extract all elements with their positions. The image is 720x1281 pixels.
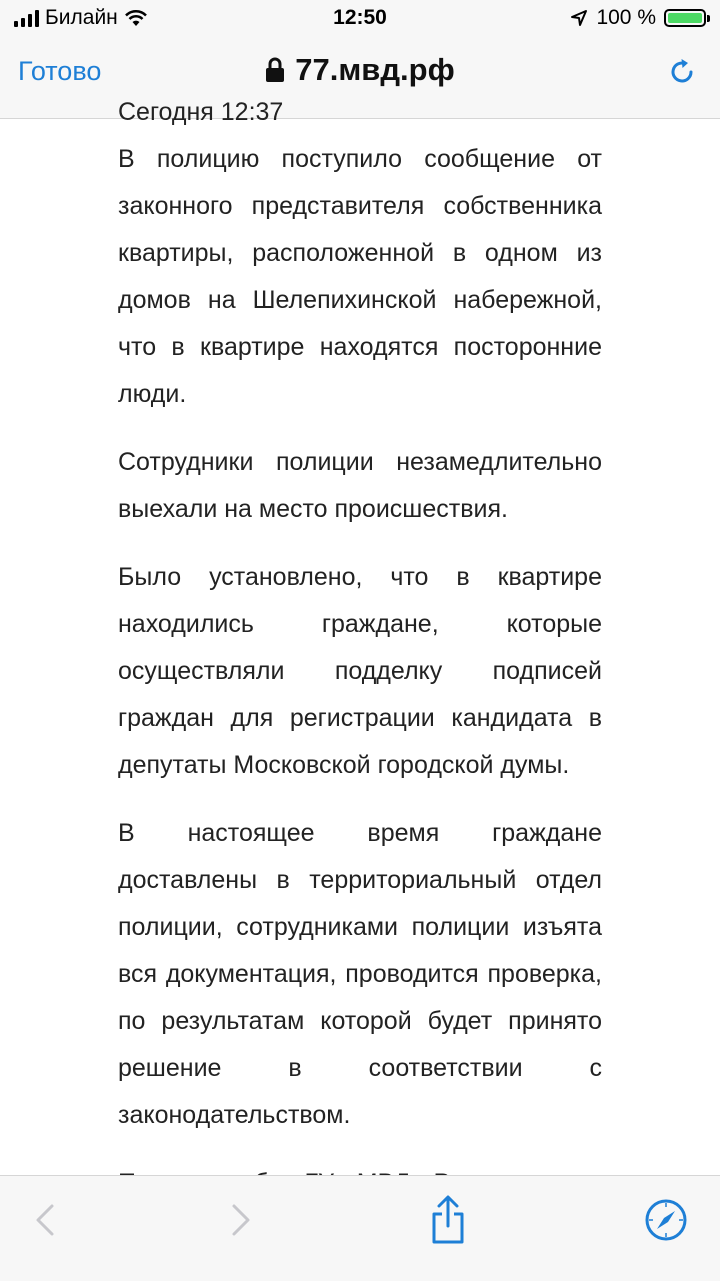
battery-percent: 100 % xyxy=(596,6,656,29)
status-bar xyxy=(0,0,720,38)
done-button[interactable]: Готово xyxy=(18,56,102,86)
web-content[interactable] xyxy=(0,98,720,1175)
reload-icon[interactable] xyxy=(666,56,698,88)
status-time: 12:50 xyxy=(333,6,387,29)
article-date: Сегодня 12:37 xyxy=(118,98,284,126)
status-right xyxy=(570,6,706,30)
carrier-label: Билайн xyxy=(45,6,118,29)
lock-icon xyxy=(265,57,285,83)
article xyxy=(118,89,602,1275)
battery-icon xyxy=(664,9,706,27)
bottom-toolbar xyxy=(0,1175,720,1281)
compass-icon[interactable] xyxy=(644,1198,688,1242)
url-bar[interactable] xyxy=(0,52,720,88)
chevron-right-icon[interactable] xyxy=(218,1198,262,1242)
share-icon[interactable] xyxy=(426,1194,470,1246)
article-paragraph: В настоящее время граждане доставлены в территориальный отдел полиции, сотрудниками полиции изъята вся документация, проводится проверка, по результатам которой будет принято решение в соответствии с законодательством. xyxy=(118,819,602,1129)
article-paragraph: В полицию поступило сообщение от законного представителя собственника квартиры, расположенной в одном из домов на Шелепихинской набережной, что в квартире находятся посторонние люди. xyxy=(118,145,602,408)
chevron-left-icon[interactable] xyxy=(24,1198,68,1242)
article-paragraph: Сотрудники полиции незамедлительно выехали на место происшествия. xyxy=(118,448,602,523)
location-arrow-icon xyxy=(570,9,588,27)
url-text: 77.мвд.рф xyxy=(295,52,455,87)
article-paragraph: Было установлено, что в квартире находились граждане, которые осуществляли подделку подписей граждан для регистрации кандидата в депутаты Московской городской думы. xyxy=(118,563,602,779)
battery-fill xyxy=(668,13,702,23)
